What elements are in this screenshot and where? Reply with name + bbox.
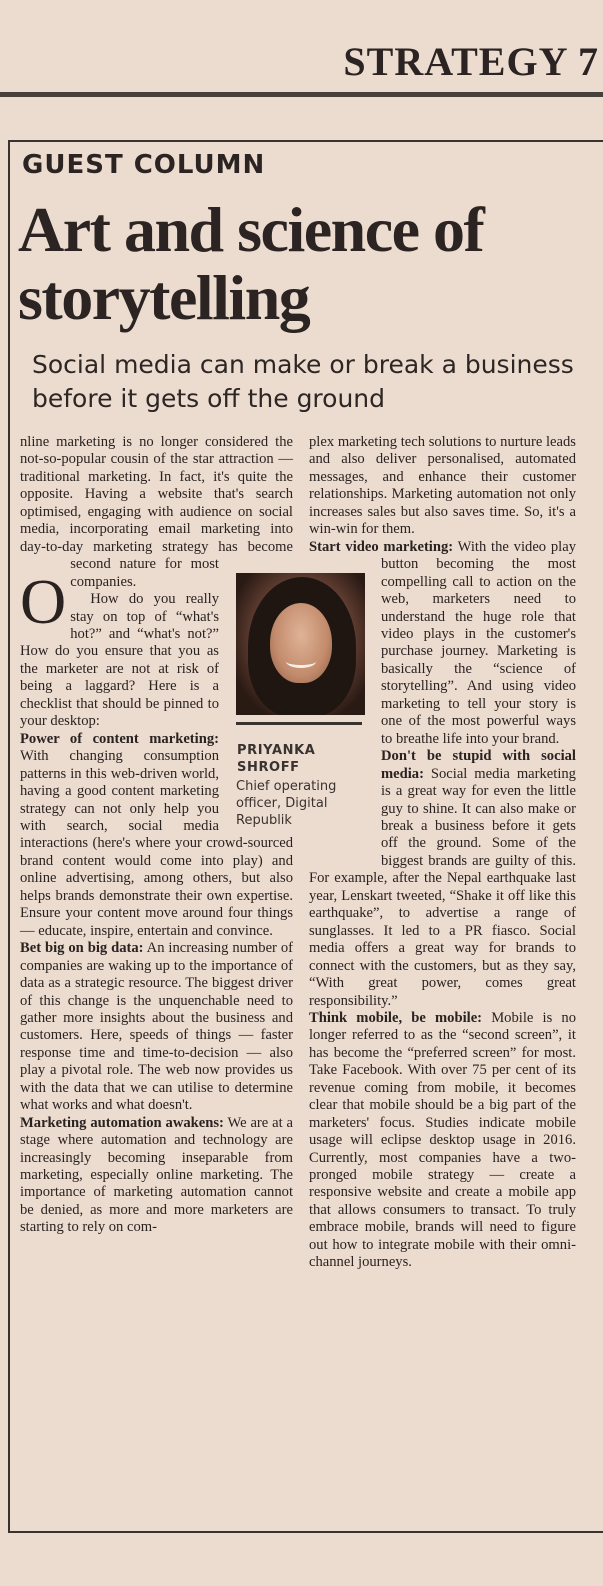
paragraph [309, 1010, 576, 1272]
author-photo [236, 573, 365, 715]
paragraph-text: nline marketing is no longer considered the not-so-popular cousin of the star attraction — traditional marketing. In fact, it's quite the opposite. Having a website that's search optimised, engaging with audience on social media, incorporating email marketing into day-to-day marketing strategy has become second nature for most companies. [20, 434, 293, 590]
kicker: GUEST COLUMN [22, 150, 266, 180]
paragraph-text: Mobile is no longer referred to as the “second screen”, it has become the “preferred screen” for most. Take Facebook. With over 75 per cent of its revenue coming from mobile, it becomes clear that mobile should be a big part of the marketers' focus. Studies indicate mobile usage will eclipse desktop usage in 2016. Currently, most companies have a two-pronged mobile strategy — create a responsive website and create a mobile app that allows consumers to transact. To truly embrace mobile, brands will need to figure out how to integrate mobile with their omni-channel journeys. [309, 1009, 577, 1271]
subhead: Bet big on big data: [20, 940, 144, 957]
drop-cap: O [20, 566, 67, 637]
paragraph [20, 1115, 293, 1237]
header-rule [0, 92, 603, 97]
subhead: Start video marketing: [309, 538, 454, 555]
photo-smile [286, 655, 316, 668]
standfirst: Social media can make or break a business before it gets off the ground [32, 350, 574, 413]
byline-rule [236, 722, 362, 725]
column-left-rule [8, 140, 10, 1532]
paragraph-text: Social media marketing is a great way for even the little guy to shine. It can also make or break a business before it gets off the ground. Some of the biggest brands are guilty of this. For example, after the Nepal earthquake last year, Lenskart tweeted, “Shake it off like this earthquake”, to advertise a range of sunglasses. It led to a PR fiasco. Social media offers a great way for brands to connect with the customers, but as they say, “With great power, comes great responsibility.” [309, 765, 576, 1009]
byline-name: PRIYANKA SHROFF [237, 743, 316, 775]
photo-face [270, 603, 332, 683]
subhead: Marketing automation awakens: [20, 1114, 224, 1131]
byline-role: Chief operating officer, Digital Republik [236, 779, 337, 828]
paragraph-text: With changing consumption patterns in this web-driven world, having a good content marketing strategy can not only help you with search, social media interactions (here's where your crowd-sourced brand content would come into play) and online advertising, among others, but also helps brands demonstrate their own expertise. Ensure your content move around four things — educate, inspire, entertain and convince. [20, 748, 293, 939]
subhead: Don't be stupid with social media: [381, 748, 576, 782]
headline: Art and science of storytelling [18, 194, 484, 333]
paragraph-text: With the video play button becoming the most compelling call to action on the web, marketers need to understand the huge role that video plays in the customer's purchase journey. Marketing is basically the “science of storytelling”. And using video marketing to tell your story is one of the most powerful ways to breathe life into your brand. [381, 538, 576, 747]
subhead: Think mobile, be mobile: [309, 1009, 483, 1026]
paragraph-text: We are at a stage where automation and technology are increasingly becoming inseparable from marketing, especially online marketing. The importance of marketing automation cannot be denied, as more and more marketers are starting to rely on com- [20, 1114, 293, 1236]
paragraph [20, 940, 293, 1115]
paragraph: How do you really stay on top of “what's hot?” and “what's not?” How do you ensure that you as the marketer are not at risk of being a laggard? Here is a checklist that should be pinned to your desktop: [20, 591, 219, 730]
paragraph-text: An increasing number of companies are waking up to the importance of data as a strategic resource. The biggest driver of this change is the unquenchable need to gather more insights about the business and customers. Here, speeds of things — faster response time and time-to-decision — also play a pivotal role. The web now provides us with the data that we can utilise to determine what works and what doesn't. [20, 940, 293, 1114]
subhead: Power of content marketing: [20, 730, 219, 747]
column-top-rule [8, 140, 603, 142]
paragraph [20, 434, 293, 637]
paragraph: plex marketing tech solutions to nurture leads and also deliver personalised, automated messages, and enhance their customer relationships. Marketing automation not only increases sales but also saves time. So, it's a win-win for them. [309, 434, 576, 538]
section-header: STRATEGY 7 [343, 39, 599, 84]
